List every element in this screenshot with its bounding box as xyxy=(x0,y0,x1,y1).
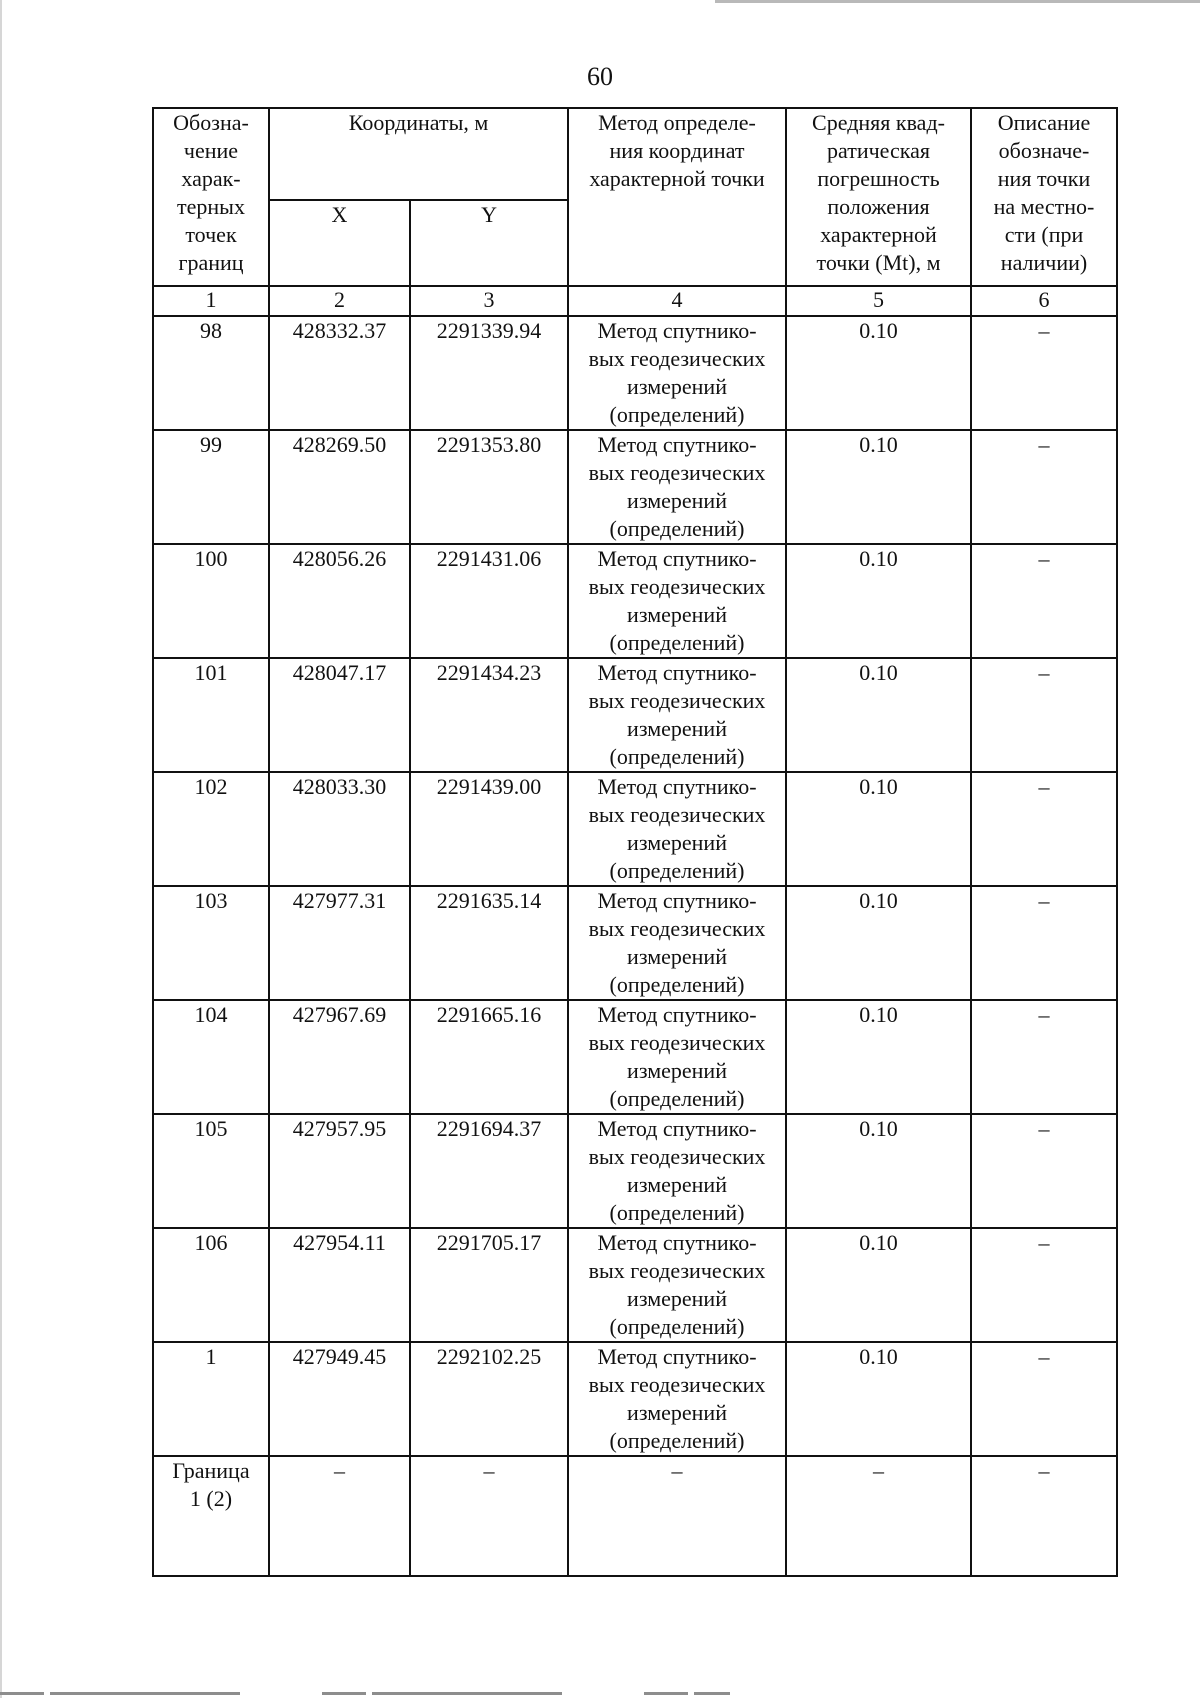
table-row xyxy=(153,886,1117,1000)
column-number: 5 xyxy=(786,286,971,316)
column-number: 4 xyxy=(568,286,786,316)
y-cell: 2291705.17 xyxy=(410,1228,568,1342)
error-cell: 0.10 xyxy=(786,430,971,544)
point-id-cell: 1 xyxy=(153,1342,269,1456)
point-id-cell: 105 xyxy=(153,1114,269,1228)
method-cell: – xyxy=(568,1456,786,1576)
scan-edge-top xyxy=(715,0,1200,3)
method-cell: Метод спутнико- вых геодезических измерений (определений) xyxy=(568,886,786,1000)
header-x: X xyxy=(269,200,410,286)
column-number: 1 xyxy=(153,286,269,316)
y-cell: 2291439.00 xyxy=(410,772,568,886)
scan-edge-bottom xyxy=(0,1692,730,1695)
description-cell: – xyxy=(971,1114,1117,1228)
point-id-cell: 104 xyxy=(153,1000,269,1114)
point-id-cell: 102 xyxy=(153,772,269,886)
point-id-cell: 98 xyxy=(153,316,269,430)
table-row xyxy=(153,658,1117,772)
y-cell: – xyxy=(410,1456,568,1576)
boundary-row xyxy=(153,1456,1117,1576)
table-row xyxy=(153,544,1117,658)
y-cell: 2292102.25 xyxy=(410,1342,568,1456)
x-cell: – xyxy=(269,1456,410,1576)
x-cell: 428033.30 xyxy=(269,772,410,886)
y-cell: 2291635.14 xyxy=(410,886,568,1000)
description-cell: – xyxy=(971,772,1117,886)
column-number: 6 xyxy=(971,286,1117,316)
table-row xyxy=(153,1114,1117,1228)
y-cell: 2291434.23 xyxy=(410,658,568,772)
table-row xyxy=(153,316,1117,430)
point-id-cell: 101 xyxy=(153,658,269,772)
y-cell: 2291339.94 xyxy=(410,316,568,430)
description-cell: – xyxy=(971,1000,1117,1114)
method-cell: Метод спутнико- вых геодезических измерений (определений) xyxy=(568,772,786,886)
header-description: Описание обозначе- ния точки на местно- сти (при наличии) xyxy=(971,108,1117,286)
table-row xyxy=(153,1228,1117,1342)
y-cell: 2291694.37 xyxy=(410,1114,568,1228)
description-cell: – xyxy=(971,430,1117,544)
table-row xyxy=(153,772,1117,886)
error-cell: 0.10 xyxy=(786,316,971,430)
error-cell: 0.10 xyxy=(786,772,971,886)
point-id-cell: 106 xyxy=(153,1228,269,1342)
error-cell: 0.10 xyxy=(786,1342,971,1456)
header-error: Средняя квад- ратическая погрешность положения характерной точки (Mt), м xyxy=(786,108,971,286)
y-cell: 2291665.16 xyxy=(410,1000,568,1114)
method-cell: Метод спутнико- вых геодезических измерений (определений) xyxy=(568,1342,786,1456)
header-designation: Обозна- чение харак- терных точек границ xyxy=(153,108,269,286)
method-cell: Метод спутнико- вых геодезических измерений (определений) xyxy=(568,544,786,658)
description-cell: – xyxy=(971,1228,1117,1342)
method-cell: Метод спутнико- вых геодезических измерений (определений) xyxy=(568,1000,786,1114)
method-cell: Метод спутнико- вых геодезических измерений (определений) xyxy=(568,316,786,430)
point-id-cell: 100 xyxy=(153,544,269,658)
x-cell: 428269.50 xyxy=(269,430,410,544)
x-cell: 427949.45 xyxy=(269,1342,410,1456)
x-cell: 428056.26 xyxy=(269,544,410,658)
method-cell: Метод спутнико- вых геодезических измерений (определений) xyxy=(568,1114,786,1228)
table-row xyxy=(153,430,1117,544)
header-method: Метод определе- ния координат характерной точки xyxy=(568,108,786,286)
error-cell: – xyxy=(786,1456,971,1576)
point-id-cell: 99 xyxy=(153,430,269,544)
x-cell: 427954.11 xyxy=(269,1228,410,1342)
boundary-label-cell: Граница 1 (2) xyxy=(153,1456,269,1576)
table-row xyxy=(153,1000,1117,1114)
method-cell: Метод спутнико- вых геодезических измерений (определений) xyxy=(568,1228,786,1342)
scan-edge-left xyxy=(0,0,2,1698)
description-cell: – xyxy=(971,886,1117,1000)
description-cell: – xyxy=(971,316,1117,430)
method-cell: Метод спутнико- вых геодезических измерений (определений) xyxy=(568,430,786,544)
column-number: 3 xyxy=(410,286,568,316)
description-cell: – xyxy=(971,1342,1117,1456)
coordinates-table xyxy=(152,107,1118,1577)
x-cell: 427957.95 xyxy=(269,1114,410,1228)
x-cell: 428047.17 xyxy=(269,658,410,772)
x-cell: 427977.31 xyxy=(269,886,410,1000)
y-cell: 2291353.80 xyxy=(410,430,568,544)
table-row xyxy=(153,1342,1117,1456)
error-cell: 0.10 xyxy=(786,1000,971,1114)
method-cell: Метод спутнико- вых геодезических измерений (определений) xyxy=(568,658,786,772)
description-cell: – xyxy=(971,544,1117,658)
point-id-cell: 103 xyxy=(153,886,269,1000)
error-cell: 0.10 xyxy=(786,544,971,658)
error-cell: 0.10 xyxy=(786,1114,971,1228)
x-cell: 427967.69 xyxy=(269,1000,410,1114)
description-cell: – xyxy=(971,1456,1117,1576)
error-cell: 0.10 xyxy=(786,886,971,1000)
x-cell: 428332.37 xyxy=(269,316,410,430)
description-cell: – xyxy=(971,658,1117,772)
y-cell: 2291431.06 xyxy=(410,544,568,658)
error-cell: 0.10 xyxy=(786,1228,971,1342)
header-y: Y xyxy=(410,200,568,286)
page-number: 60 xyxy=(587,62,613,91)
error-cell: 0.10 xyxy=(786,658,971,772)
header-coordinates: Координаты, м xyxy=(269,108,568,200)
column-number: 2 xyxy=(269,286,410,316)
